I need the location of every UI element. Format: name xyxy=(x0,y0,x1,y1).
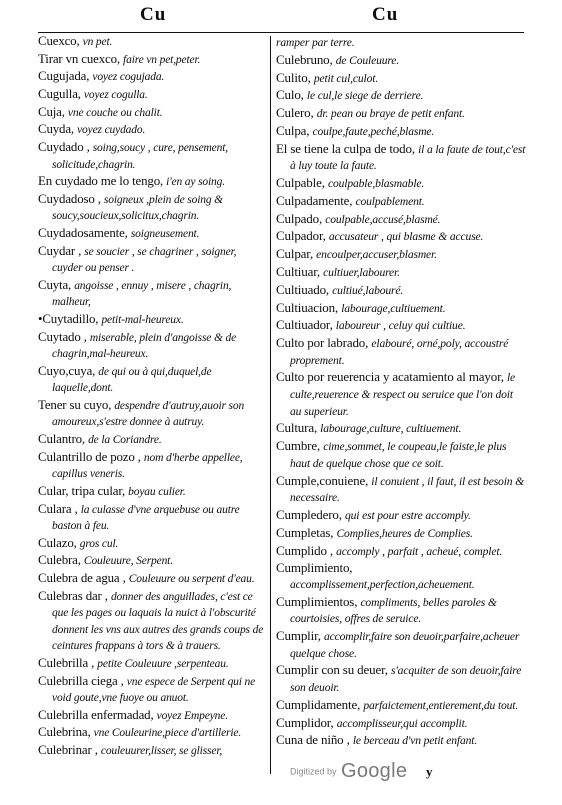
entry-headword: Cumple,conuiene, xyxy=(276,472,369,488)
entry-definition: cultiué,labouré. xyxy=(332,283,404,297)
entry-headword: Cumpletas, xyxy=(276,524,334,540)
entry-definition: laboureur , celuy qui cultiue. xyxy=(335,319,466,333)
entry-definition: accomplissement,perfection,acheuement. xyxy=(290,577,475,591)
entry-definition: soigneux ,plein de soing & soucy,soucieux,solicitux,chagrin. xyxy=(52,193,223,223)
dictionary-entry xyxy=(38,34,264,50)
column-divider xyxy=(270,36,271,774)
dictionary-entry xyxy=(276,369,526,419)
dictionary-entry xyxy=(276,34,526,51)
entry-headword: Cuydadosamente, xyxy=(38,226,128,241)
entry-headword: Cuydado , xyxy=(38,140,90,155)
dictionary-entry xyxy=(276,123,526,140)
entry-definition: de Couleuure. xyxy=(335,53,400,67)
dictionary-entry xyxy=(276,300,526,317)
entry-definition: accomplir,faire son deuoir,parfaire,acheuer quelque chose. xyxy=(290,630,520,660)
entry-headword: •Cuytadillo, xyxy=(38,312,99,326)
entry-headword: Cumplimientos, xyxy=(276,593,358,609)
dictionary-entry xyxy=(276,697,526,714)
entry-definition: couleuurer,lisser, se glisser, xyxy=(100,745,223,758)
entry-definition: soigneusement. xyxy=(130,228,200,241)
entry-definition: qui est pour estre accomply. xyxy=(344,508,471,522)
entry-definition: coulpable,accusé,blasmé. xyxy=(325,212,441,226)
digitized-by-watermark xyxy=(290,760,407,783)
entry-definition: i'en ay soing. xyxy=(166,176,225,189)
entry-definition: le cul,le siege de derriere. xyxy=(306,89,424,103)
entry-headword: Cultiuado, xyxy=(276,281,330,297)
entry-headword: Cuexco, xyxy=(38,34,80,48)
entry-definition: de la Coriandre. xyxy=(88,434,162,447)
entry-headword: Cugulla, xyxy=(38,87,81,102)
dictionary-entry xyxy=(276,282,526,299)
left-column xyxy=(38,34,264,761)
dictionary-entry xyxy=(38,571,264,587)
signature-mark: y xyxy=(426,764,433,779)
entry-headword: Cumbre, xyxy=(276,438,321,454)
dictionary-entry xyxy=(276,662,526,695)
entry-definition: de qui ou à qui,duquel,de laquelle,dont. xyxy=(52,365,212,395)
watermark-prefix: Digitized by xyxy=(290,766,337,777)
entry-definition: gros cul. xyxy=(79,537,119,550)
entry-headword: Cumplido , xyxy=(276,542,334,558)
entry-definition: petite Couleuure ,serpenteau. xyxy=(97,657,229,670)
entry-definition: ramper par terre. xyxy=(276,36,355,49)
entry-definition: faire vn pet,peter. xyxy=(123,53,201,66)
entry-definition: vne couche ou chalit. xyxy=(67,106,163,119)
entry-definition: s'acquiter de son deuoir,faire son deuoir. xyxy=(290,664,522,695)
entry-headword: Culebras dar , xyxy=(38,588,108,603)
entry-headword: Cuna de niño , xyxy=(276,732,350,748)
dictionary-entry xyxy=(38,536,264,552)
entry-definition: voyez cuydado. xyxy=(77,124,146,137)
entry-definition: vne espece de Serpent qui ne void goute,vne fuoye ou anuot. xyxy=(52,675,256,705)
entry-definition: petit-mal-heureux. xyxy=(101,314,184,326)
dictionary-entry xyxy=(276,141,526,174)
dictionary-entry xyxy=(276,193,526,210)
entry-definition: voyez cogujada. xyxy=(92,71,165,84)
entry-headword: Culpador, xyxy=(276,228,326,244)
entry-headword: Cuyda, xyxy=(38,122,74,137)
entry-headword: Cumplir con su deuer, xyxy=(276,662,388,678)
dictionary-entry xyxy=(38,674,264,707)
dictionary-entry xyxy=(276,335,526,368)
page-header-right: Cu xyxy=(372,4,399,25)
dictionary-entry xyxy=(38,656,264,672)
dictionary-entry xyxy=(38,244,264,277)
entry-headword: Cumplimiento, xyxy=(276,560,353,576)
dictionary-entry xyxy=(38,140,264,173)
entry-headword: Culo, xyxy=(276,87,304,103)
dictionary-entry xyxy=(276,473,526,506)
dictionary-entry xyxy=(276,594,526,627)
dictionary-entry xyxy=(38,278,264,311)
dictionary-entry xyxy=(276,507,526,524)
entry-definition: petit cul,culot. xyxy=(313,71,379,85)
entry-definition: encoulper,accuser,blasmer. xyxy=(316,248,437,262)
dictionary-entry xyxy=(276,438,526,471)
dictionary-entry xyxy=(38,484,264,500)
dictionary-entry xyxy=(276,70,526,87)
dictionary-entry xyxy=(38,87,264,103)
dictionary-entry xyxy=(38,553,264,569)
dictionary-entry xyxy=(38,432,264,448)
entry-definition: accomplisseur,qui accomplit. xyxy=(336,716,468,730)
entry-headword: Culebruno, xyxy=(276,51,333,67)
entry-definition: dr. pean ou braye de petit enfant. xyxy=(316,107,465,121)
dictionary-entry xyxy=(38,52,264,68)
header-rule xyxy=(38,32,524,33)
entry-headword: Cultiuacion, xyxy=(276,299,339,315)
entry-definition: miserable, plein d'angoisse & de chagrin,mal-heureux. xyxy=(52,331,237,361)
dictionary-entry xyxy=(38,174,264,190)
entry-headword: Cugujada, xyxy=(38,69,90,84)
dictionary-entry xyxy=(38,398,264,431)
entry-definition: coulpablement. xyxy=(355,194,425,208)
right-column xyxy=(276,34,526,750)
entry-headword: Culebrina, xyxy=(38,725,91,740)
entry-headword: Culpadamente, xyxy=(276,192,353,208)
entry-headword: Culpa, xyxy=(276,122,310,138)
entry-headword: Culantrillo de pozo , xyxy=(38,449,141,464)
entry-headword: En cuydado me lo tengo, xyxy=(38,174,164,189)
entry-headword: Cuja, xyxy=(38,104,65,119)
entry-definition: voyez cogulla. xyxy=(83,89,148,102)
entry-definition: nom d'herbe appellee, capillus veneris. xyxy=(52,451,243,481)
entry-headword: Culara , xyxy=(38,501,78,516)
entry-definition: il a la faute de tout,c'est à luy toute la faute. xyxy=(290,142,526,173)
dictionary-entry xyxy=(276,543,526,560)
dictionary-entry xyxy=(276,228,526,245)
dictionary-entry xyxy=(38,589,264,655)
dictionary-entry xyxy=(276,246,526,263)
entry-headword: Culpar, xyxy=(276,246,314,262)
entry-definition: cultiuer,labourer. xyxy=(323,265,400,279)
dictionary-entry xyxy=(276,715,526,732)
dictionary-entry xyxy=(38,330,264,363)
entry-headword: Culebrilla ciega , xyxy=(38,673,124,688)
dictionary-entry xyxy=(276,52,526,69)
dictionary-entry xyxy=(38,364,264,397)
dictionary-entry xyxy=(38,450,264,483)
entry-headword: Culebrilla enfermadad, xyxy=(38,707,154,722)
entry-headword: Culpable, xyxy=(276,175,325,191)
dictionary-entry xyxy=(276,560,526,592)
dictionary-entry xyxy=(276,175,526,192)
entry-headword: Cuytado , xyxy=(38,329,87,344)
entry-headword: Culebrinar , xyxy=(38,743,98,758)
entry-headword: Culazo, xyxy=(38,535,77,550)
entry-definition: accomply , parfait , acheué, complet. xyxy=(336,544,503,558)
dictionary-entry xyxy=(276,105,526,122)
entry-headword: Cumplidamente, xyxy=(276,696,361,712)
entry-definition: angoisse , ennuy , misere , chagrin, malheur, xyxy=(52,279,232,309)
dictionary-entry xyxy=(276,264,526,281)
entry-definition: le culte,reuerence & respect ou seruice que l'on doit au superieur. xyxy=(290,371,516,418)
entry-headword: Culebra de agua , xyxy=(38,571,126,586)
dictionary-entry xyxy=(38,105,264,121)
entry-definition: la culasse d'vne arquebuse ou autre baston à feu. xyxy=(52,503,240,533)
entry-headword: Culto por labrado, xyxy=(276,335,369,351)
dictionary-entry xyxy=(276,525,526,542)
page-header-left: Cu xyxy=(140,4,167,25)
dictionary-entry xyxy=(38,122,264,138)
entry-definition: voyez Empeyne. xyxy=(156,709,228,722)
dictionary-entry xyxy=(276,732,526,749)
entry-headword: Culero, xyxy=(276,105,314,121)
entry-headword: Culantro, xyxy=(38,432,85,447)
dictionary-entry xyxy=(276,211,526,228)
dictionary-entry xyxy=(276,420,526,437)
dictionary-entry xyxy=(38,708,264,724)
entry-headword: El se tiene la culpa de todo, xyxy=(276,140,415,156)
entry-headword: Cultiuador, xyxy=(276,317,333,333)
entry-definition: cime,sommet, le coupeau,le faiste,le plus haut de quelque chose que ce soit. xyxy=(290,440,507,470)
entry-headword: Cumpledero, xyxy=(276,506,342,522)
entry-definition: compliments, belles paroles & courtoisies, offres de seruice. xyxy=(290,595,497,626)
entry-headword: Cumplidor, xyxy=(276,714,334,730)
entry-definition: Couleuure, Serpent. xyxy=(83,555,173,568)
entry-headword: Cular, tripa cular, xyxy=(38,483,126,498)
entry-definition: le berceau d'vn petit enfant. xyxy=(352,734,478,748)
entry-headword: Cultiuar, xyxy=(276,263,320,279)
entry-definition: donner des anguillades, c'est ce que les pages ou laquais la nuict à l'obscurité donnent les vns aux autres des grands coups de ceintures frappans à tors & à trauers. xyxy=(52,590,264,653)
entry-definition: parfaictement,entierement,du tout. xyxy=(363,698,519,712)
entry-headword: Culto por reuerencia y acatamiento al mayor, xyxy=(276,369,504,385)
entry-definition: elabouré, orné,poly, accoustré proprement. xyxy=(290,337,509,367)
dictionary-entry xyxy=(276,87,526,104)
dictionary-entry xyxy=(38,502,264,535)
entry-definition: vne Couleurine,piece d'artillerie. xyxy=(93,727,242,740)
entry-headword: Cuydar , xyxy=(38,243,82,258)
entry-definition: boyau culier. xyxy=(128,485,186,498)
entry-definition: Couleuure ou serpent d'eau. xyxy=(128,573,255,586)
entry-headword: Tener su cuyo, xyxy=(38,397,112,412)
entry-definition: coulpe,faute,peché,blasme. xyxy=(312,124,435,138)
entry-definition: labourage,culture, cultiuement. xyxy=(320,422,462,436)
entry-headword: Tirar vn cuexco, xyxy=(38,51,120,66)
dictionary-entry xyxy=(276,317,526,334)
entry-headword: Culebra, xyxy=(38,553,81,568)
entry-headword: Cultura, xyxy=(276,420,318,436)
entry-definition: despendre d'autruy,auoir son amoureux,s'estre donnee à autruy. xyxy=(52,399,245,429)
entry-definition: il conuient , il faut, il est besoin & necessaire. xyxy=(290,474,525,505)
dictionary-entry xyxy=(276,628,526,661)
dictionary-entry xyxy=(38,226,264,242)
dictionary-entry xyxy=(38,192,264,225)
entry-definition: se soucier , se chagriner , soigner, cuyder ou penser . xyxy=(52,245,237,275)
entry-definition: accusateur , qui blasme & accuse. xyxy=(328,230,484,244)
entry-definition: labourage,cultiuement. xyxy=(341,301,446,315)
entry-headword: Cuydadoso , xyxy=(38,191,101,206)
entry-headword: Culebrilla , xyxy=(38,655,95,670)
dictionary-entry xyxy=(38,312,264,328)
entry-headword: Cuyta, xyxy=(38,277,72,292)
entry-definition: soing,soucy , cure, pensement, solicitude,chagrin. xyxy=(52,142,229,171)
dictionary-entry xyxy=(38,743,264,759)
entry-definition: vn pet. xyxy=(82,36,113,48)
entry-headword: Cumplir, xyxy=(276,628,321,644)
entry-headword: Culpado, xyxy=(276,210,323,226)
google-logo: Google xyxy=(340,760,408,782)
dictionary-entry xyxy=(38,725,264,741)
entry-definition: coulpable,blasmable. xyxy=(327,177,425,191)
entry-definition: Complies,heures de Complies. xyxy=(336,526,473,540)
dictionary-entry xyxy=(38,69,264,85)
entry-headword: Culito, xyxy=(276,69,311,85)
entry-headword: Cuyo,cuya, xyxy=(38,363,96,378)
